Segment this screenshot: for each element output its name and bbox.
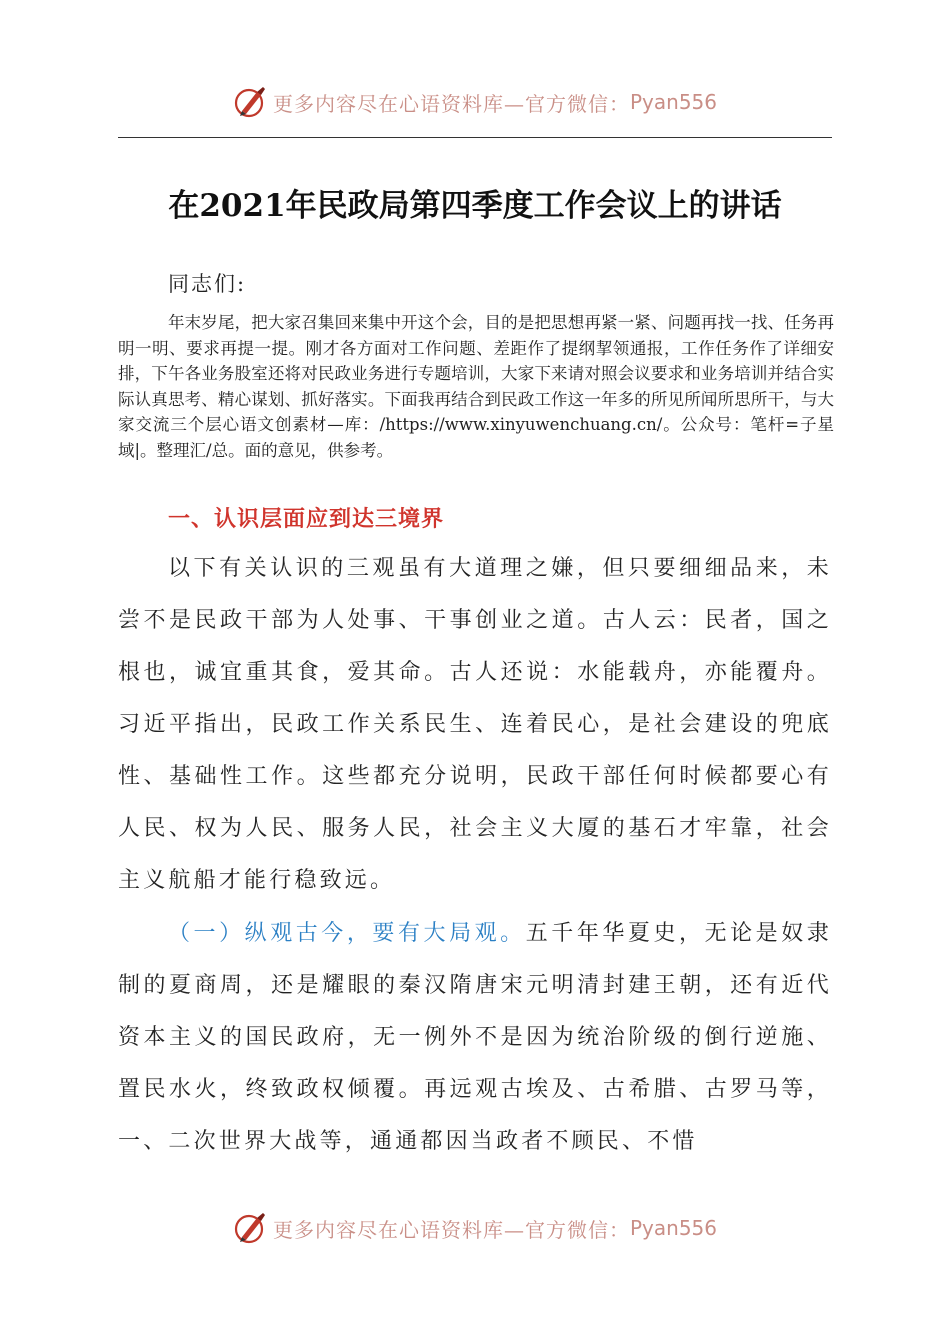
- body-paragraph-1: 以下有关认识的三观虽有大道理之嫌，但只要细细品来，未尝不是民政干部为人处事、干事创业之道。古人云：民者，国之根也，诚宜重其食，爱其命。古人还说：水能载舟，亦能覆舟。习近平指出，民政工作关系民生、连着民心，是社会建设的兜底性、基础性工作。这些都充分说明，民政干部任何时候都要心有人民、权为人民、服务人民，社会主义大厦的基石才牢靠，社会主义航船才能行稳致远。: [118, 556, 832, 893]
- body-paragraph-2-text: 五千年华夏史，无论是奴隶制的夏商周，还是耀眼的秦汉隋唐宋元明清封建王朝，还有近代资本主义的国民政府，无一例外不是因为统治阶级的倒行逆施、置民水火，终致政权倾覆。再远观古埃及、古希腊、古罗马等，一、二次世界大战等，通通都因当政者不顾民、不惜: [118, 921, 832, 1154]
- sub-heading-1: （一）纵观古今，要有大局观。: [168, 921, 526, 946]
- banner-text: 更多内容尽在心语资料库—官方微信：: [272, 91, 630, 116]
- footer-banner-text: 更多内容尽在心语资料库—官方微信：: [272, 1217, 630, 1242]
- document-title: 在2021年民政局第四季度工作会议上的讲话: [168, 188, 782, 224]
- body-paragraph-2: [118, 908, 832, 1168]
- section-heading-1: 一、认识层面应到达三境界: [168, 507, 445, 532]
- intro-paragraph: 年末岁尾，把大家召集回来集中开这个会，目的是把思想再紧一紧、问题再找一找、任务再明一明、要求再提一提。刚才各方面对工作问题、差距作了提纲挈领通报，工作任务作了详细安排，下午各业务股室还将对民政业务进行专题培训，大家下来请对照会议要求和业务培训并结合实际认真思考、精心谋划、抓好落实。下面我再结合到民政工作这一年多的所见所闻所思所干，与大家交流三个层心语文创素材—库：/https://www.xinyuwenchuang.cn/。公众号：笔杆=子星域|。整理汇/总。面的意见，供参考。: [118, 313, 834, 460]
- pen-circle-logo-icon: [233, 84, 269, 120]
- pen-circle-logo-icon: [233, 1210, 269, 1246]
- footer-banner: [0, 1208, 950, 1248]
- footer-banner-wechat-id: Pyan556: [629, 1216, 717, 1240]
- greeting: 同志们:: [168, 272, 247, 296]
- header-divider: [118, 137, 832, 138]
- header-banner: [0, 82, 950, 122]
- banner-wechat-id: Pyan556: [629, 90, 717, 114]
